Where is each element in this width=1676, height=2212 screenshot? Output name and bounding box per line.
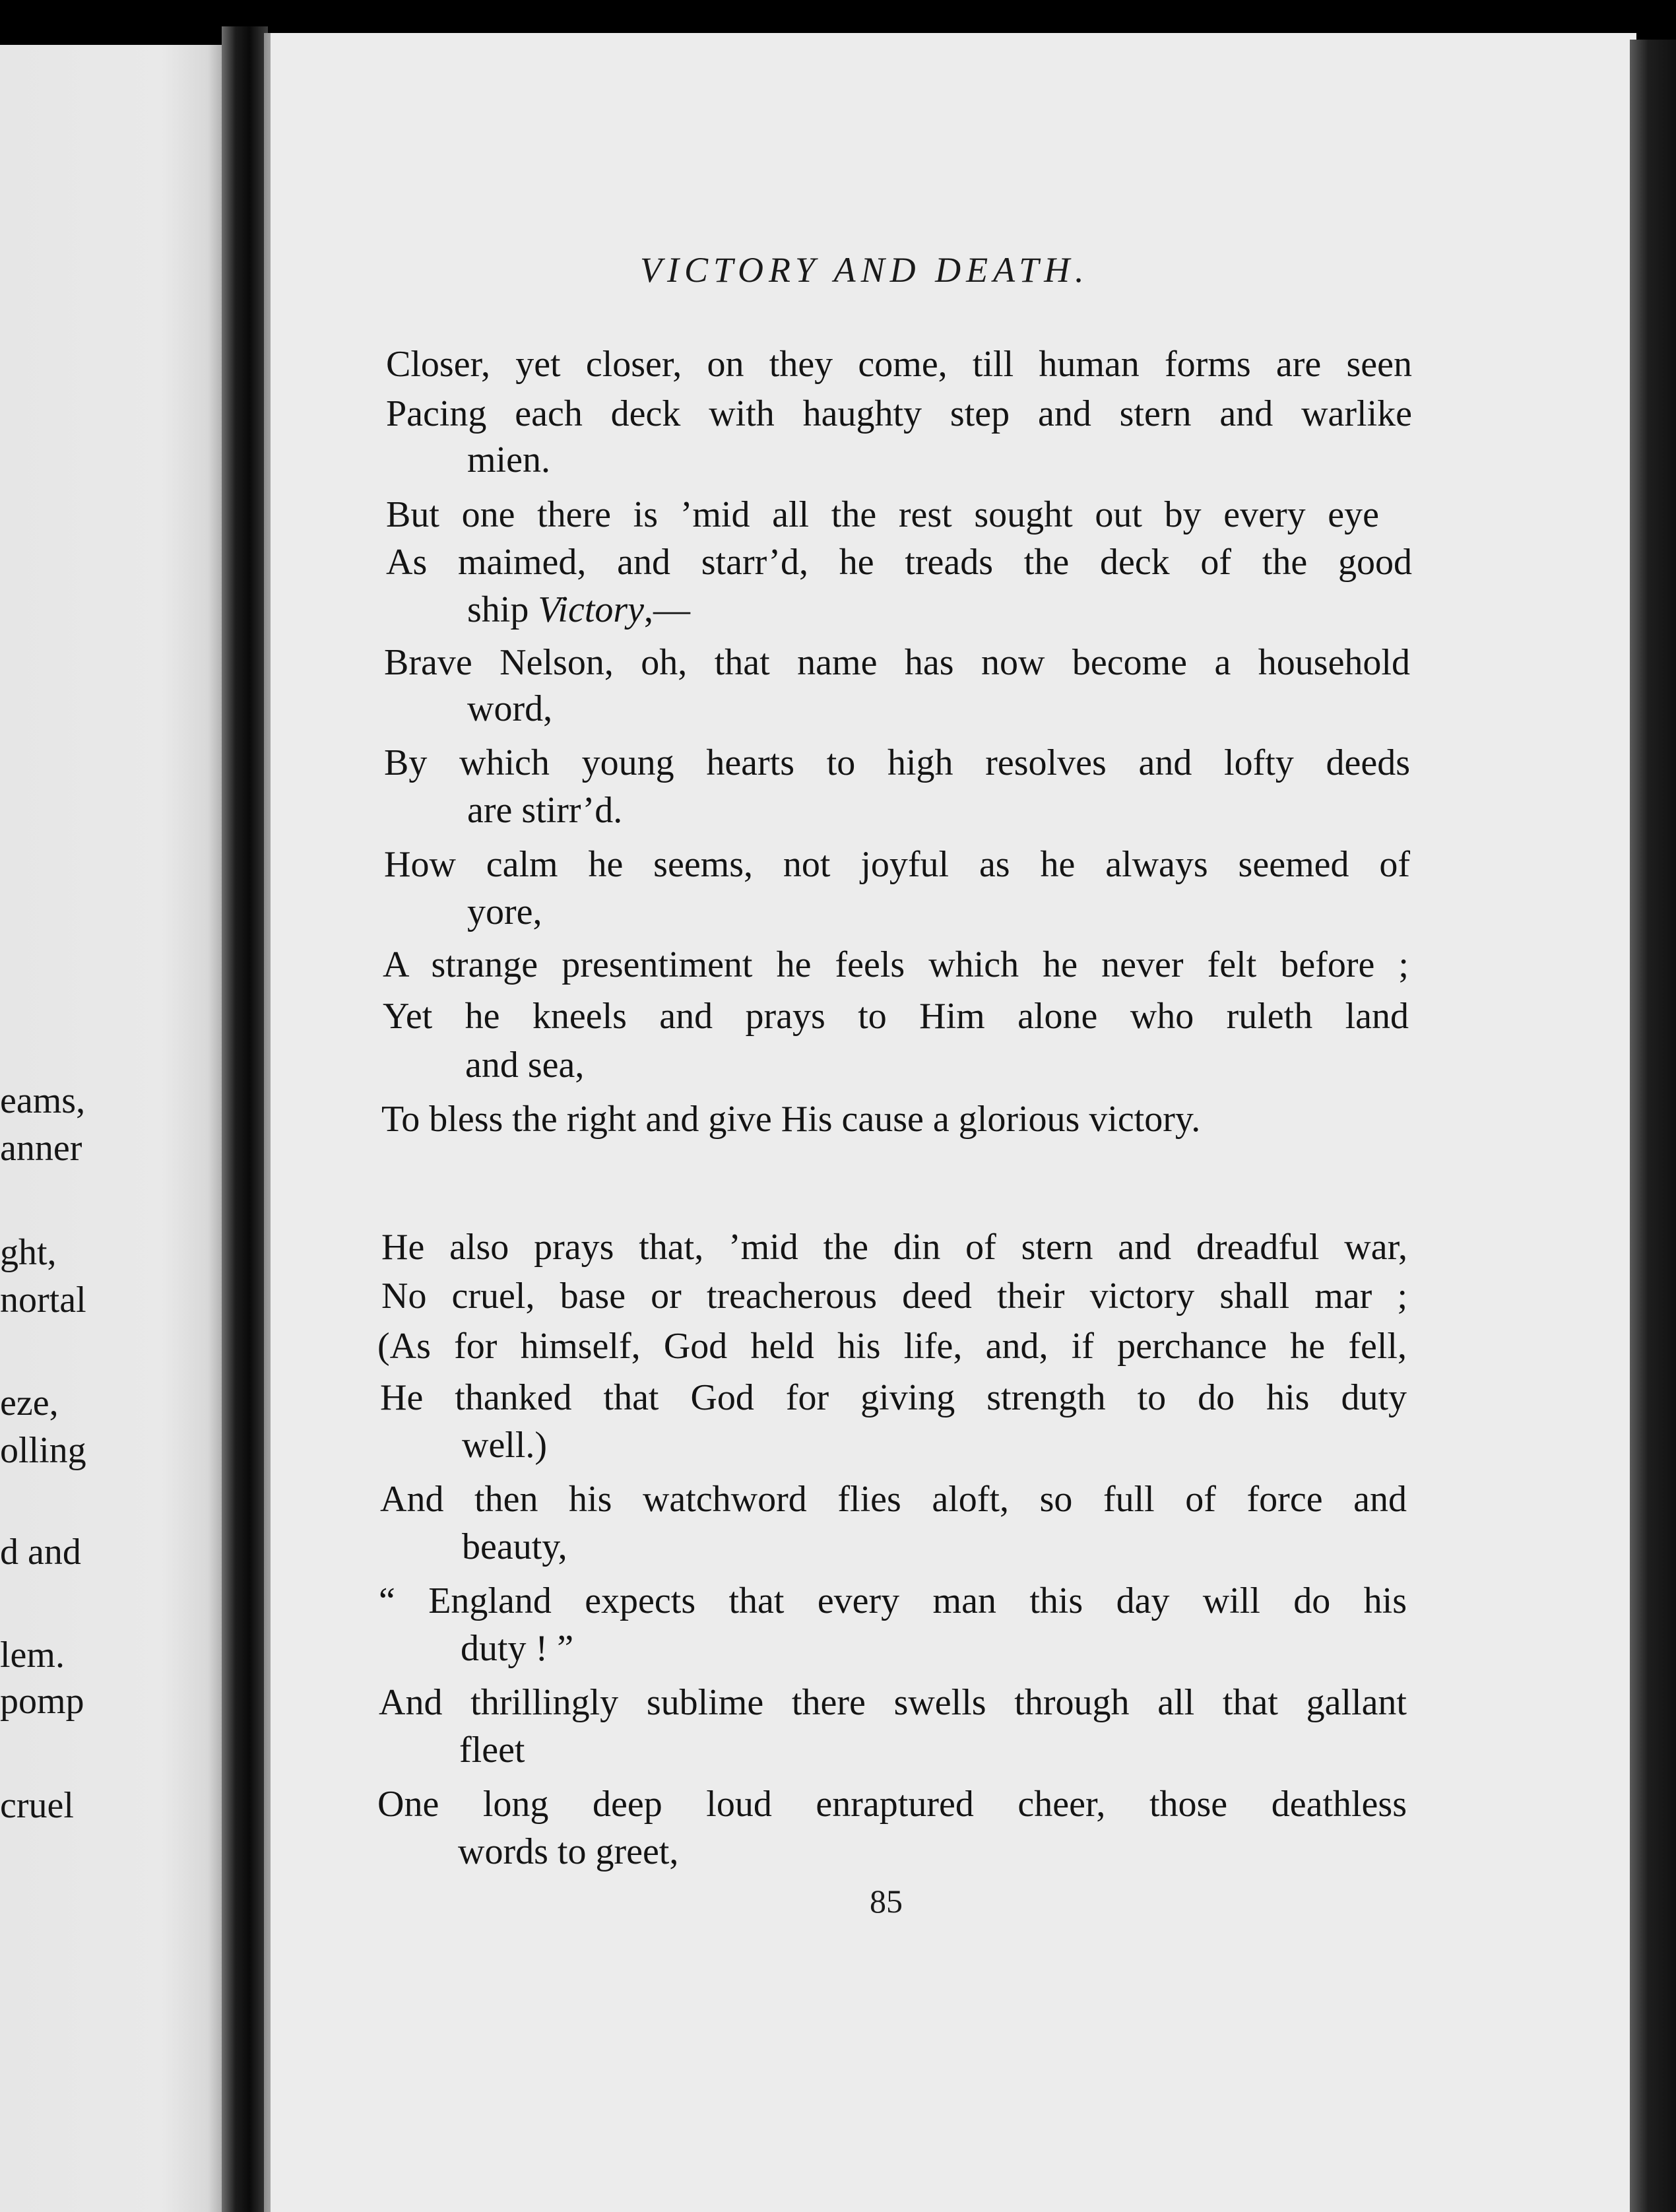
poem-line <box>467 589 863 631</box>
poem-line-text: ship Victory,— <box>467 589 691 630</box>
poem-line: mien. <box>467 439 550 480</box>
poem-line: yore, <box>467 892 542 932</box>
poem-line: words to greet, <box>458 1831 679 1872</box>
poem-line: and sea, <box>465 1045 585 1086</box>
poem-line: duty ! ” <box>461 1628 574 1669</box>
left-page-fragment: ght, <box>0 1232 57 1273</box>
poem-line: word, <box>467 688 553 729</box>
left-page-fragment: nortal <box>0 1280 86 1320</box>
poem-line: (As for himself, God held his life, and, if perchance he fell, <box>377 1326 1407 1367</box>
left-page-fragment: pomp <box>0 1681 84 1722</box>
left-page-fragment: lem. <box>0 1635 65 1675</box>
page-edge <box>1630 40 1676 2212</box>
poem-line: He also prays that, ’mid the din of stern and dreadful war, <box>381 1227 1407 1268</box>
running-head: VICTORY AND DEATH. <box>640 250 1089 290</box>
poem-line: He thanked that God for giving strength to do his duty <box>380 1377 1407 1418</box>
poem-line: No cruel, base or treacherous deed their victory shall mar ; <box>381 1276 1407 1317</box>
poem-line: Yet he kneels and prays to Him alone who ruleth land <box>383 996 1409 1037</box>
left-page-fragment: cruel <box>0 1785 74 1826</box>
poem-line: But one there is ’mid all the rest sought out by every eye <box>386 494 1379 535</box>
left-page-fragment: anner <box>0 1128 82 1169</box>
poem-line: beauty, <box>462 1526 567 1567</box>
poem-line: Pacing each deck with haughty step and stern and warlike <box>386 393 1412 434</box>
poem-line: And thrillingly sublime there swells through all that gallant <box>379 1682 1407 1723</box>
left-page-fragment: eams, <box>0 1080 86 1121</box>
poem-line: well.) <box>462 1425 548 1466</box>
left-page-fragment: eze, <box>0 1382 59 1423</box>
poem-line: One long deep loud enraptured cheer, those deathless <box>377 1784 1407 1825</box>
poem-line: Brave Nelson, oh, that name has now become a household <box>384 642 1410 683</box>
page-number: 85 <box>870 1883 903 1920</box>
left-page-fragment: olling <box>0 1430 86 1471</box>
poem-line: fleet <box>459 1730 525 1771</box>
poem-line: To bless the right and give His cause a glorious victory. <box>381 1099 1201 1140</box>
poem-line: As maimed, and starr’d, he treads the deck of the good <box>386 542 1412 583</box>
poem-line: A strange presentiment he feels which he never felt before ; <box>383 944 1409 985</box>
poem-line: “ England expects that every man this day will do his <box>379 1580 1407 1621</box>
book-gutter <box>222 26 268 2212</box>
poem-line: By which young hearts to high resolves and lofty deeds <box>384 742 1410 783</box>
previous-page <box>0 45 231 2212</box>
left-page-fragment: d and <box>0 1532 81 1573</box>
poem-line: And then his watchword flies aloft, so full of force and <box>380 1479 1407 1520</box>
poem-line: How calm he seems, not joyful as he always seemed of <box>384 844 1410 885</box>
poem-line: Closer, yet closer, on they come, till human forms are seen <box>386 344 1412 385</box>
poem-line: are stirr’d. <box>467 790 623 831</box>
